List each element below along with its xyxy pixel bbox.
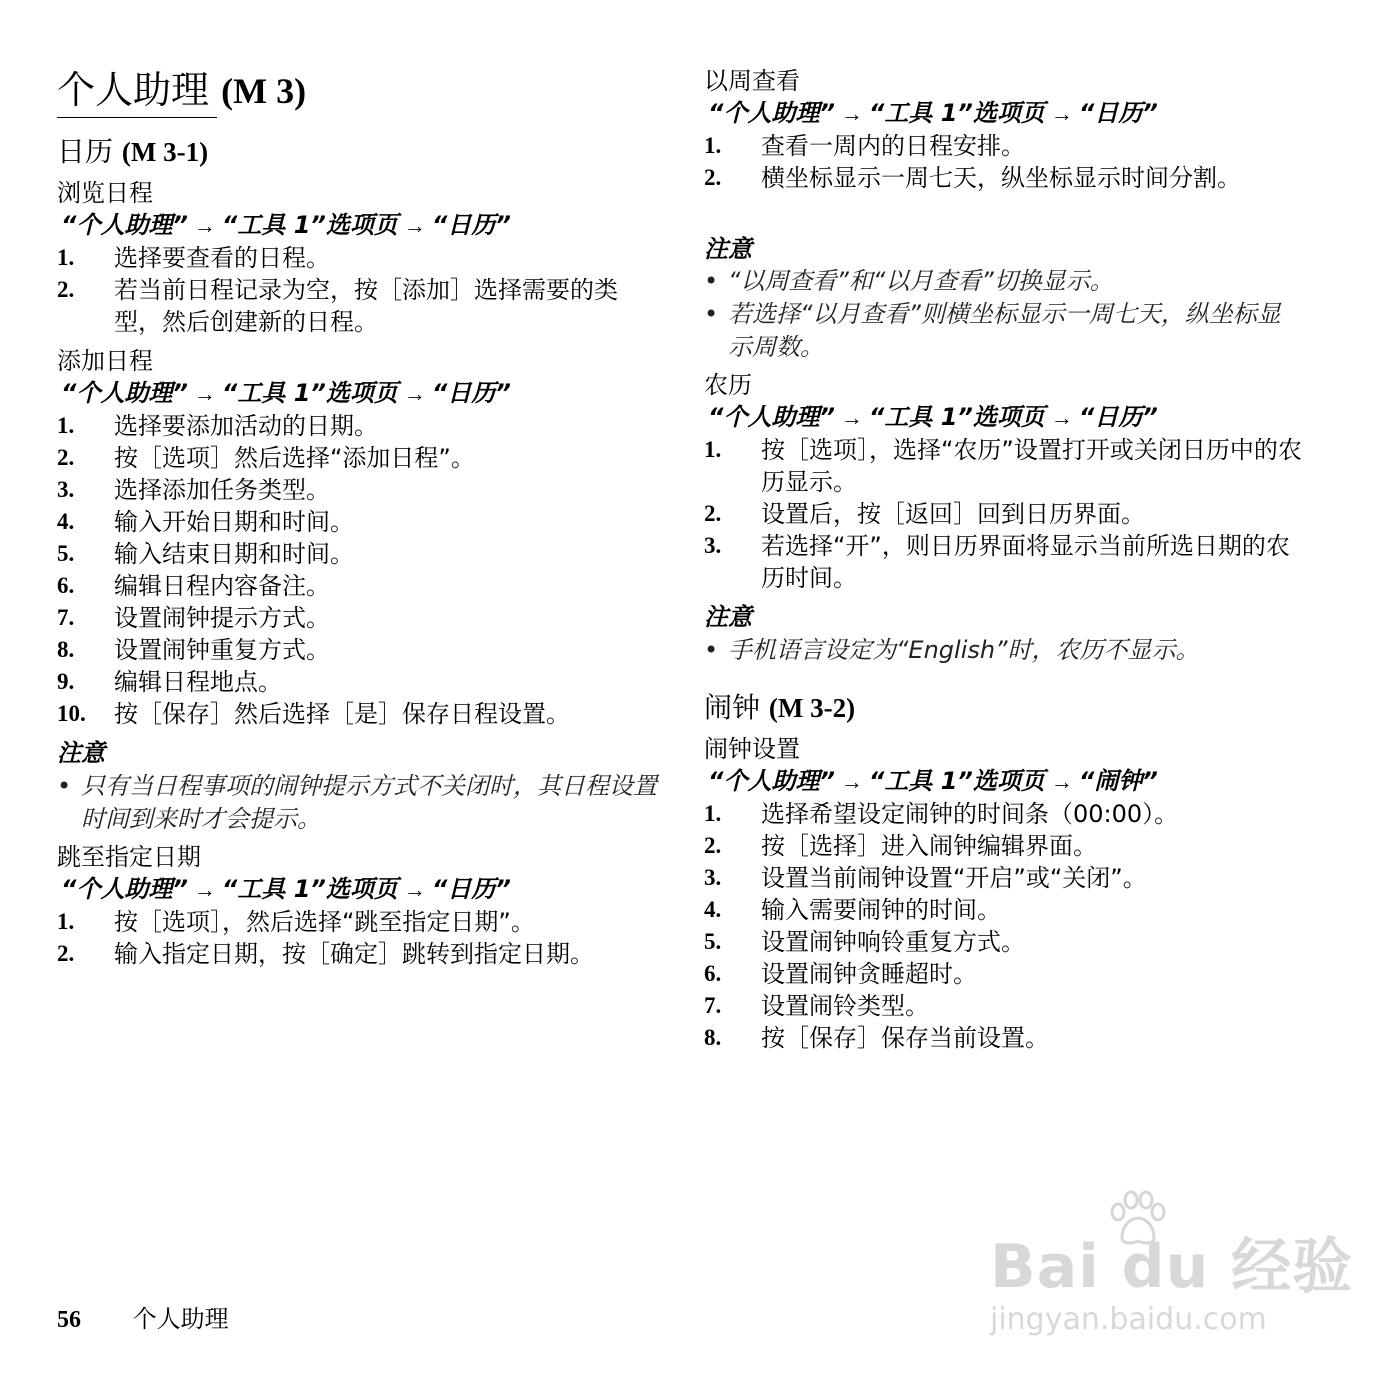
path-segment: “工具 1”选项页 [868, 767, 1045, 795]
week-menu-path [708, 98, 1158, 129]
path-segment: “个人助理” [708, 99, 835, 127]
step-text: 输入指定日期，按［确定］跳转到指定日期。 [114, 940, 594, 968]
browse-steps [57, 242, 657, 338]
step-item [704, 798, 1304, 830]
step-number: 1. [704, 437, 722, 462]
step-item [704, 862, 1304, 894]
path-arrow: → [1050, 405, 1073, 430]
step-item [704, 434, 1304, 498]
alarm-menu-path [708, 766, 1158, 797]
step-number: 6. [57, 573, 75, 598]
step-number: 2. [57, 941, 75, 966]
goto-steps [57, 906, 657, 970]
step-text: 输入开始日期和时间。 [114, 508, 354, 536]
browse-menu-path [61, 210, 511, 241]
path-arrow: → [840, 769, 863, 794]
step-number: 8. [57, 637, 75, 662]
step-number: 5. [57, 541, 75, 566]
lunar-steps [704, 434, 1304, 594]
path-arrow: → [840, 101, 863, 126]
step-number: 8. [704, 1025, 722, 1050]
path-segment: “日历” [1078, 99, 1158, 127]
step-item [704, 130, 1304, 162]
lunar-notes [704, 634, 1304, 667]
step-number: 1. [57, 245, 75, 270]
step-number: 4. [704, 897, 722, 922]
step-number: 3. [704, 533, 722, 558]
note-item [57, 770, 657, 836]
step-item [704, 498, 1304, 530]
calendar-heading-text: 日历 [57, 135, 114, 168]
step-text: 若选择“开”，则日历界面将显示当前所选日期的农历时间。 [761, 532, 1290, 592]
step-number: 2. [57, 277, 75, 302]
note-item [704, 265, 1304, 298]
path-arrow: → [1050, 101, 1073, 126]
step-number: 9. [57, 669, 75, 694]
page-footer [57, 1303, 229, 1336]
step-text: 横坐标显示一周七天，纵坐标显示时间分割。 [761, 164, 1241, 192]
footer-section: 个人助理 [132, 1305, 229, 1333]
path-arrow: → [403, 213, 426, 238]
path-segment: “工具 1”选项页 [868, 99, 1045, 127]
step-item [57, 410, 657, 442]
week-steps [704, 130, 1304, 194]
step-item [704, 990, 1304, 1022]
step-item [57, 698, 657, 730]
page-title [57, 66, 306, 115]
alarm-heading-text: 闹钟 [704, 691, 761, 724]
step-item [57, 506, 657, 538]
note-text: 手机语言设定为“English”时，农历不显示。 [728, 636, 1200, 664]
page-title-text: 个人助理 [57, 68, 210, 112]
bullet-icon: • [57, 772, 72, 800]
step-item [57, 242, 657, 274]
title-underline [57, 117, 217, 118]
path-segment: “工具 1”选项页 [221, 379, 398, 407]
goto-date-heading: 跳至指定日期 [57, 843, 201, 871]
path-arrow: → [193, 213, 216, 238]
step-item [704, 830, 1304, 862]
step-text: 编辑日程内容备注。 [114, 572, 330, 600]
step-text: 若当前日程记录为空，按［添加］选择需要的类型，然后创建新的日程。 [114, 276, 618, 336]
step-item [704, 162, 1304, 194]
bullet-icon: • [704, 267, 719, 295]
lunar-menu-path [708, 402, 1158, 433]
path-segment: “闹钟” [1078, 767, 1158, 795]
step-text: 设置闹钟贪睡超时。 [761, 960, 977, 988]
step-item [57, 938, 657, 970]
path-arrow: → [403, 877, 426, 902]
path-arrow: → [193, 381, 216, 406]
step-number: 1. [57, 413, 75, 438]
baidu-jingyan-watermark [990, 1190, 1354, 1340]
week-note-heading: 注意 [704, 235, 752, 263]
path-arrow: → [1050, 769, 1073, 794]
step-item [57, 570, 657, 602]
path-segment: “工具 1”选项页 [868, 403, 1045, 431]
lunar-heading: 农历 [704, 371, 752, 399]
path-segment: “个人助理” [708, 403, 835, 431]
step-item [704, 926, 1304, 958]
step-item [57, 474, 657, 506]
path-segment: “工具 1”选项页 [221, 211, 398, 239]
step-item [57, 634, 657, 666]
step-item [57, 906, 657, 938]
watermark-logo-text: Bai du 经验 [990, 1232, 1354, 1302]
step-text: 选择添加任务类型。 [114, 476, 330, 504]
path-segment: “日历” [431, 875, 511, 903]
note-text: 只有当日程事项的闹钟提示方式不关闭时，其日程设置时间到来时才会提示。 [81, 772, 657, 833]
step-text: 设置闹铃类型。 [761, 992, 929, 1020]
add-notes [57, 770, 657, 836]
page-title-code: (M 3) [221, 71, 307, 111]
step-text: 设置闹钟重复方式。 [114, 636, 330, 664]
step-number: 2. [704, 165, 722, 190]
browse-schedule-heading: 浏览日程 [57, 179, 153, 207]
step-number: 2. [704, 501, 722, 526]
step-text: 选择要查看的日程。 [114, 244, 330, 272]
add-note-heading: 注意 [57, 739, 105, 767]
bullet-icon: • [704, 636, 719, 664]
note-text: “以周查看”和“以月查看”切换显示。 [728, 267, 1114, 295]
step-text: 编辑日程地点。 [114, 668, 282, 696]
step-number: 3. [704, 865, 722, 890]
step-number: 10. [57, 701, 86, 726]
step-number: 6. [704, 961, 722, 986]
add-steps [57, 410, 657, 730]
step-text: 按［选项］，选择“农历”设置打开或关闭日历中的农历显示。 [761, 436, 1302, 496]
step-text: 按［保存］保存当前设置。 [761, 1024, 1049, 1052]
step-item [57, 274, 657, 338]
calendar-heading-code: (M 3-1) [121, 137, 209, 167]
alarm-heading-code: (M 3-2) [768, 693, 856, 723]
step-text: 设置闹钟提示方式。 [114, 604, 330, 632]
step-number: 5. [704, 929, 722, 954]
page-number: 56 [57, 1307, 81, 1333]
step-number: 2. [57, 445, 75, 470]
step-number: 7. [704, 993, 722, 1018]
path-arrow: → [403, 381, 426, 406]
step-item [704, 958, 1304, 990]
step-text: 选择希望设定闹钟的时间条（00:00）。 [761, 800, 1179, 828]
step-text: 选择要添加活动的日期。 [114, 412, 378, 440]
step-text: 按［选择］进入闹钟编辑界面。 [761, 832, 1097, 860]
step-item [57, 666, 657, 698]
path-segment: “日历” [431, 379, 511, 407]
add-schedule-heading: 添加日程 [57, 347, 153, 375]
lunar-note-heading: 注意 [704, 603, 752, 631]
step-text: 输入需要闹钟的时间。 [761, 896, 1001, 924]
step-item [57, 602, 657, 634]
step-text: 设置闹钟响铃重复方式。 [761, 928, 1025, 956]
step-number: 1. [704, 801, 722, 826]
step-number: 1. [57, 909, 75, 934]
step-text: 按［保存］然后选择［是］保存日程设置。 [114, 700, 570, 728]
step-item [57, 538, 657, 570]
step-number: 7. [57, 605, 75, 630]
alarm-steps [704, 798, 1304, 1054]
add-menu-path [61, 378, 511, 409]
path-arrow: → [193, 877, 216, 902]
step-text: 查看一周内的日程安排。 [761, 132, 1025, 160]
step-item [704, 1022, 1304, 1054]
step-text: 设置当前闹钟设置“开启”或“关闭”。 [761, 864, 1147, 892]
note-text: 若选择“以月查看”则横坐标显示一周七天，纵坐标显示周数。 [728, 300, 1281, 361]
note-item [704, 634, 1304, 667]
calendar-heading [57, 134, 208, 170]
goto-menu-path [61, 874, 511, 905]
week-view-heading: 以周查看 [704, 67, 800, 95]
step-item [704, 530, 1304, 594]
path-segment: “个人助理” [708, 767, 835, 795]
path-segment: “个人助理” [61, 875, 188, 903]
watermark-url: jingyan.baidu.com [990, 1302, 1267, 1337]
path-segment: “个人助理” [61, 379, 188, 407]
step-item [57, 442, 657, 474]
alarm-setup-heading: 闹钟设置 [704, 735, 800, 763]
note-item [704, 298, 1304, 364]
step-text: 输入结束日期和时间。 [114, 540, 354, 568]
step-item [704, 894, 1304, 926]
alarm-heading [704, 690, 855, 726]
path-segment: “工具 1”选项页 [221, 875, 398, 903]
path-arrow: → [840, 405, 863, 430]
step-number: 3. [57, 477, 75, 502]
step-number: 2. [704, 833, 722, 858]
step-number: 4. [57, 509, 75, 534]
step-text: 按［选项］然后选择“添加日程”。 [114, 444, 475, 472]
path-segment: “日历” [1078, 403, 1158, 431]
step-number: 1. [704, 133, 722, 158]
week-notes [704, 265, 1304, 364]
bullet-icon: • [704, 300, 719, 328]
step-text: 按［选项］，然后选择“跳至指定日期”。 [114, 908, 535, 936]
path-segment: “日历” [431, 211, 511, 239]
path-segment: “个人助理” [61, 211, 188, 239]
step-text: 设置后，按［返回］回到日历界面。 [761, 500, 1145, 528]
